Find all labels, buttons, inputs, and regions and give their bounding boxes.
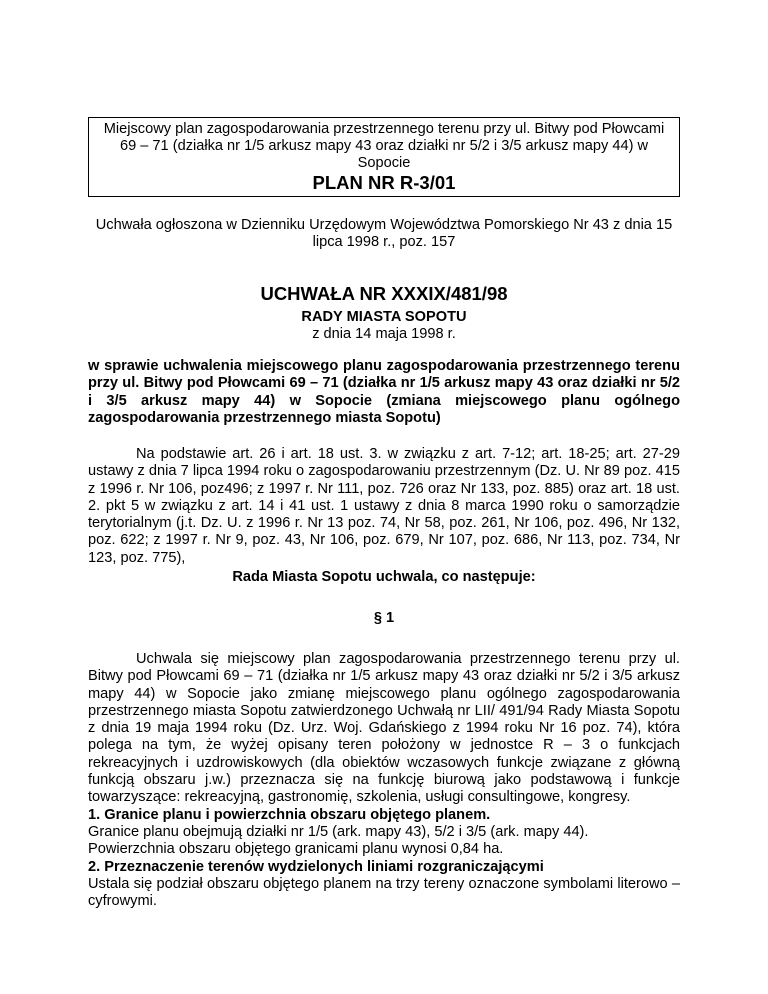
point1-line2: Powierzchnia obszaru objętego granicami planu wynosi 0,84 ha.	[88, 841, 504, 858]
section-heading: § 1	[373, 610, 395, 626]
publication-notice: Uchwała ogłoszona w Dzienniku Urzędowym Województwa Pomorskiego Nr 43 z dnia 15 lipca 1998 r., poz. 157	[95, 217, 673, 250]
legal-basis: Na podstawie art. 26 i art. 18 ust. 3. w związku z art. 7-12; art. 18-25; art. 27-29 ustawy z dnia 7 lipca 1994 roku o zagospodarowaniu przestrzennym (Dz. U. Nr 89 poz. 415 z 1996 r. Nr 106, poz496; z 1997 r. Nr 111, poz. 726 oraz Nr 133, poz. 885) oraz art. 18 ust. 2. pkt 5 w związku z art. 14 i 41 ust. 1 ustawy z dnia 8 marca 1990 roku o samorządzie terytorialnym (j.t. Dz. U. z 1996 r. Nr 13 poz. 74, Nr 58, poz. 261, Nr 106, poz. 496, Nr 132, poz. 622; z 1997 r. Nr 9, poz. 43, Nr 106, poz. 679, Nr 107, poz. 686, Nr 113, poz. 734, Nr 123, poz. 775),	[88, 446, 680, 566]
section-body	[88, 651, 680, 910]
section-intro: Uchwala się miejscowy plan zagospodarowania przestrzennego terenu przy ul. Bitwy pod Płowcami 69 – 71 (działka nr 1/5 arkusz mapy 43 oraz działki nr 5/2 i 3/5 arkusz mapy 44) w Sopocie jako zmianę miejscowego planu ogólnego zagospodarowania przestrzennego miasta Sopotu zatwierdzonego Uchwałą nr LII/ 491/94 Rady Miasta Sopotu z dnia 19 maja 1994 roku (Dz. Urz. Woj. Gdańskiego z 1994 roku Nr 16 poz. 74), która polega na tym, że wyżej opisany teren położony w jednostce R – 3 o funkcjach rekreacyjnych i uzdrowiskowych (dla obiektów wczasowych funkcje związane z główną funkcją obszaru j.w.) przeznacza się na funkcję biurową jako podstawową i funkcje towarzyszące: rekreacyjną, gastronomię, szkolenia, usługi consultingowe, kongresy.	[88, 651, 680, 806]
point2-text: Ustala się podział obszaru objętego planem na trzy tereny oznaczone symbolami literowo – cyfrowymi.	[88, 875, 680, 910]
resolution-title: UCHWAŁA NR XXXIX/481/98	[260, 283, 508, 304]
council-name: RADY MIASTA SOPOTU	[301, 309, 467, 325]
plan-title: Miejscowy plan zagospodarowania przestrzennego terenu przy ul. Bitwy pod Płowcami 69 – 71 (działka nr 1/5 arkusz mapy 43 oraz działki nr 5/2 i 3/5 arkusz mapy 44) w Sopocie	[103, 121, 665, 171]
resolution-date: z dnia 14 maja 1998 r.	[312, 326, 456, 342]
resolution-subject: w sprawie uchwalenia miejscowego planu zagospodarowania przestrzennego terenu przy ul. Bitwy pod Płowcami 69 – 71 (działka nr 1/5 arkusz mapy 43 oraz działki nr 5/2 i 3/5 arkusz mapy 44) w Sopocie (zmiana miejscowego planu ogólnego zagospodarowania przestrzennego miasta Sopotu)	[88, 358, 680, 427]
header-box	[88, 117, 680, 197]
point2-heading: 2. Przeznaczenie terenów wydzielonych liniami rozgraniczającymi	[88, 858, 544, 875]
point1-line1: Granice planu obejmują działki nr 1/5 (ark. mapy 43), 5/2 i 3/5 (ark. mapy 44).	[88, 823, 589, 840]
point1-heading: 1. Granice planu i powierzchnia obszaru objętego planem.	[88, 806, 491, 823]
plan-number: PLAN NR R-3/01	[312, 172, 456, 193]
resolves-statement: Rada Miasta Sopotu uchwala, co następuje:	[232, 569, 536, 585]
